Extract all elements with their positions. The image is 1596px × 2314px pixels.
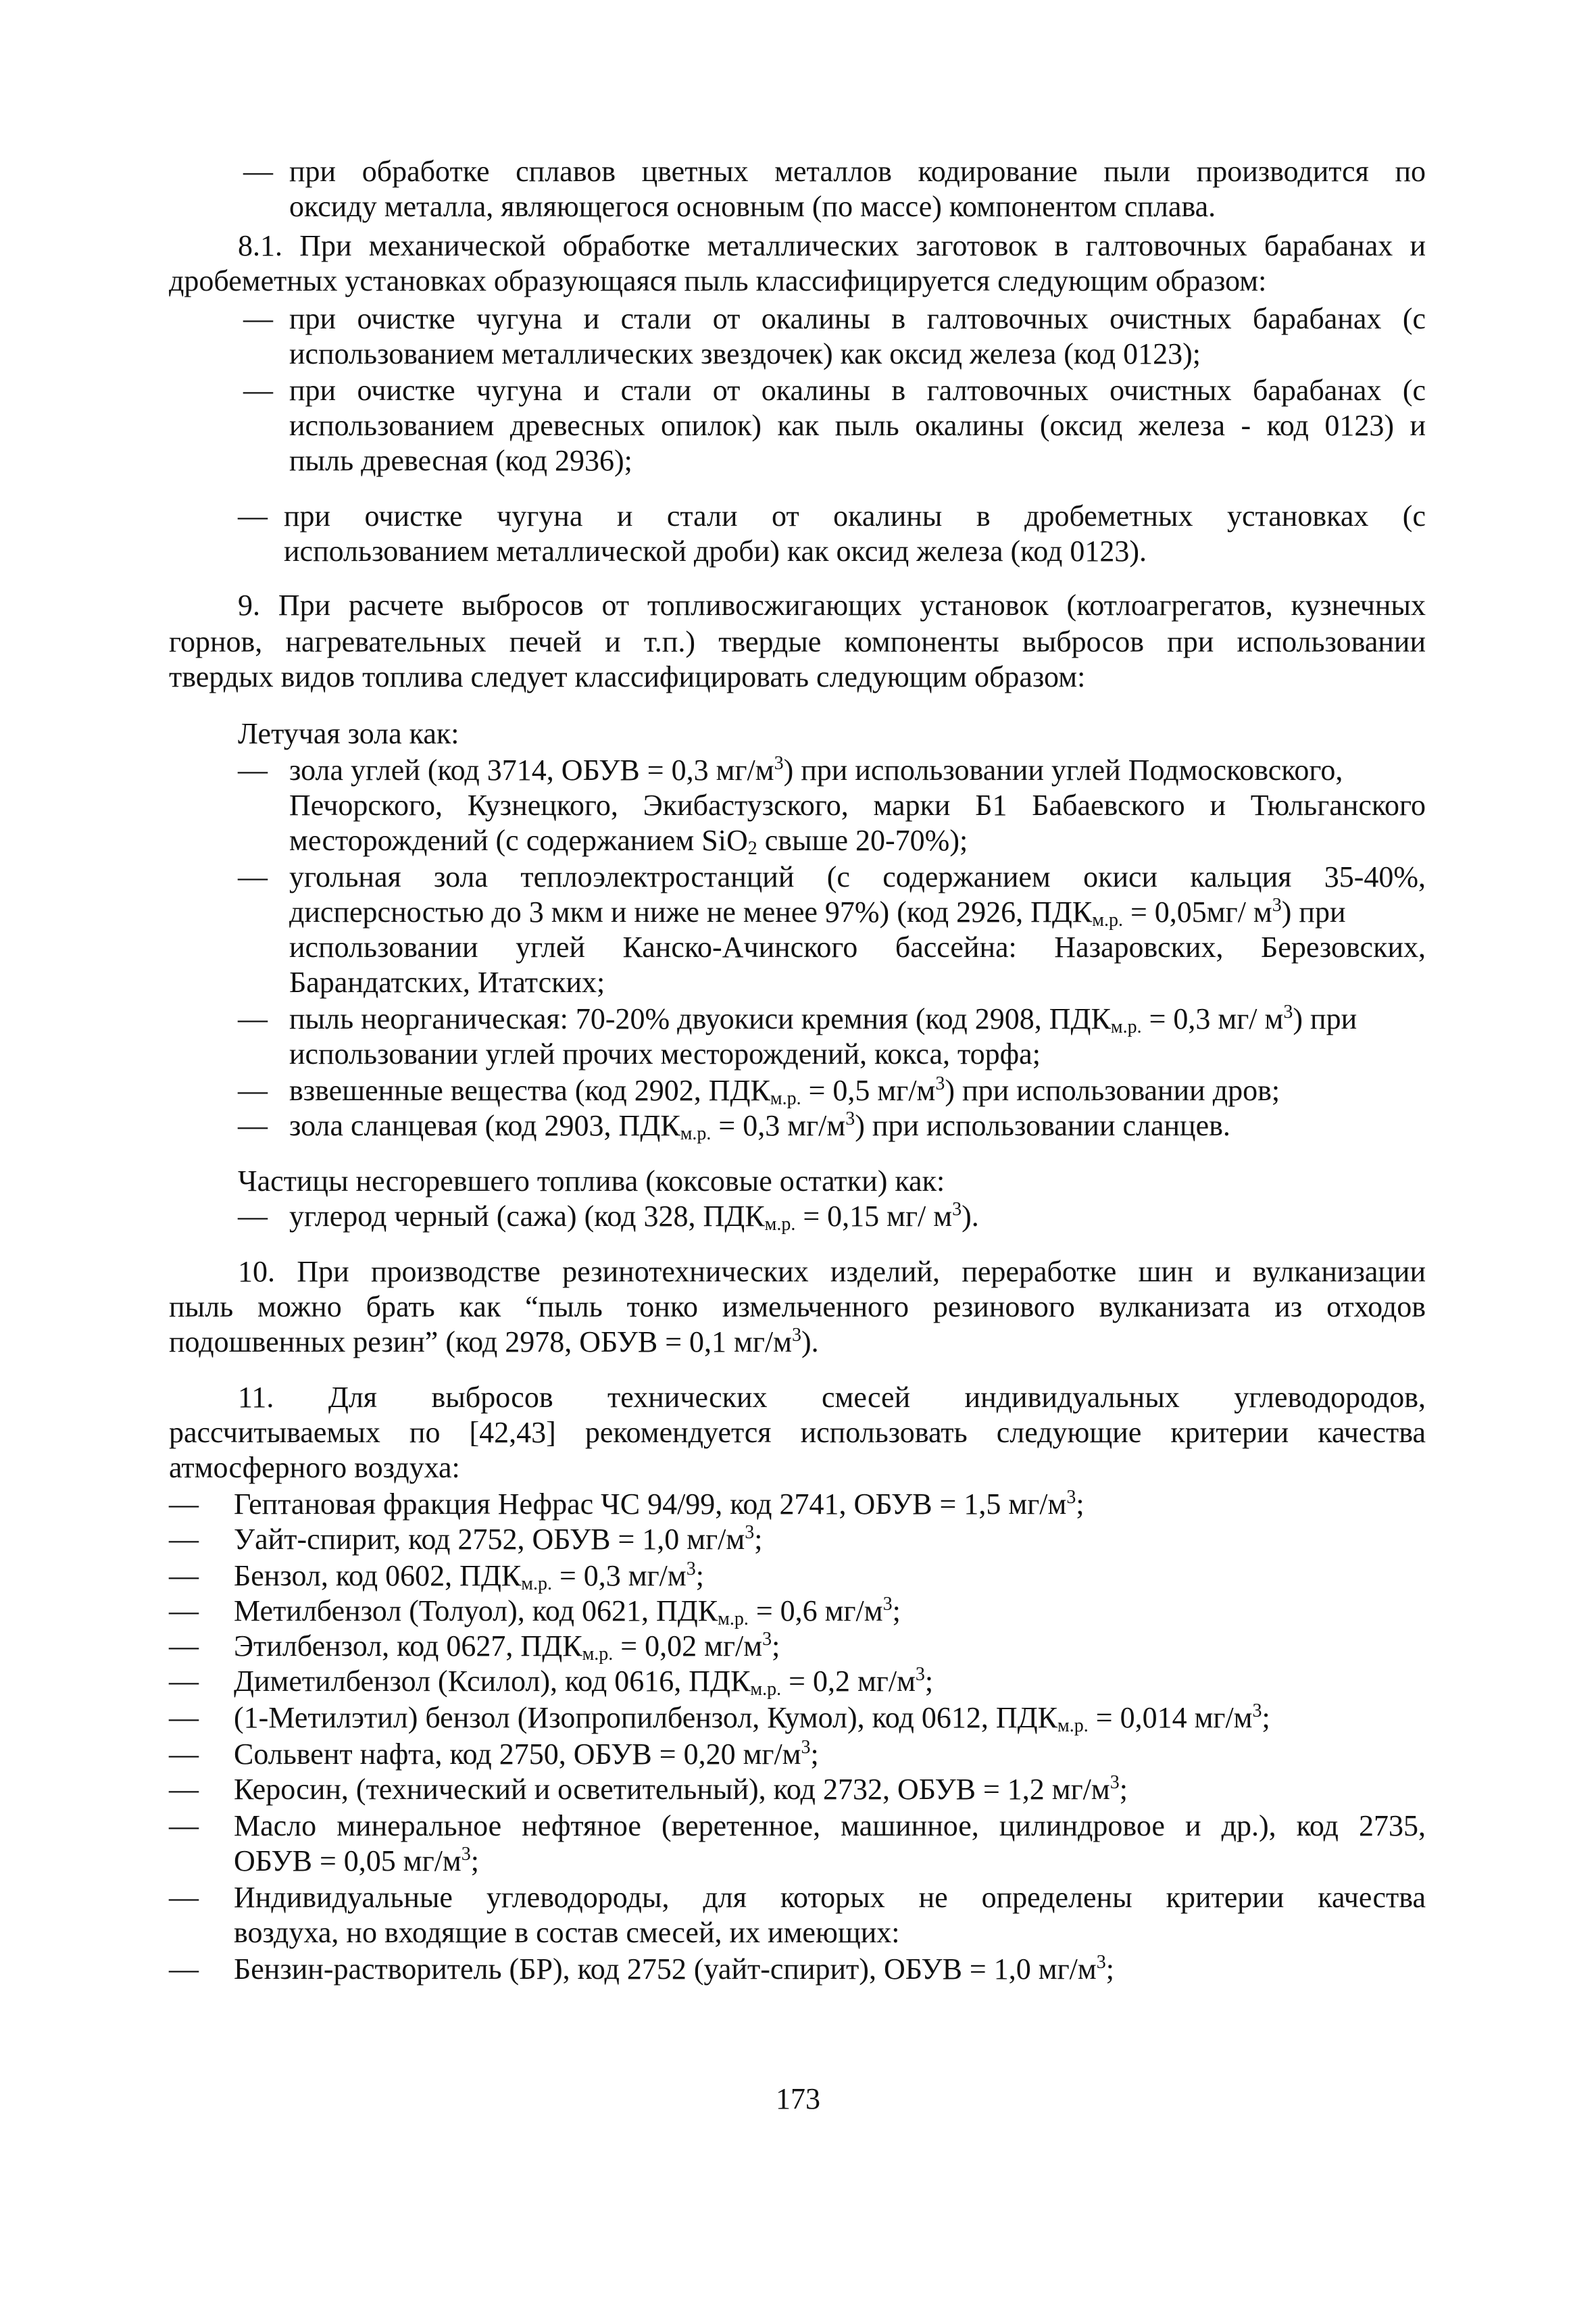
bullet-dash: — [169,1487,199,1521]
bullet-dash: — [169,1881,199,1914]
bullet-dash: — [169,1629,199,1663]
text-line: углерод черный (сажа) (код 328, $ПДК_{м.р.} = 0,15$ мг/ $м^3$). [289,1199,979,1235]
bullet-dash: — [169,1523,199,1556]
paragraph-10-line: подошвенных резин” (код 2978, ОБУВ = 0,1 $мг/м^3$). [169,1325,819,1358]
bullet-dash: — [238,860,268,893]
list-item: Сольвент нафта, код 2750, ОБУВ = 0,20 $мг/м^3$; [234,1737,819,1771]
text-line: при очистке чугуна и стали от окалины в галтовочных очистных барабанах (с [289,302,1426,335]
list-item: Бензол, код 0602, $ПДК_{м.р.} = 0,3$ $мг/м^3$; [234,1558,704,1594]
bullet-dash: — [243,155,273,188]
list-item: Масло минеральное нефтяное (веретенное, машинное, цилиндровое и др.), код 2735, [234,1809,1426,1842]
list-item: Бензин-растворитель (БР), код 2752 (уайт-спирит), ОБУВ = 1,0 $мг/м^3$; [234,1952,1114,1986]
paragraph-11-line: атмосферного воздуха: [169,1451,460,1484]
bullet-dash: — [243,374,273,407]
bullet-dash: — [169,1773,199,1806]
list-item: ОБУВ = 0,05 $мг/м^3$; [234,1844,480,1877]
fly-ash-heading: Летучая зола как: [238,717,459,750]
bullet-dash: — [169,1594,199,1627]
text-line: оксиду металла, являющегося основным (по массе) компонентом сплава. [289,190,1216,223]
text-line: при очистке чугуна и стали от окалины в дробеметных установках (с [284,499,1426,533]
paragraph-8-1-line: дробеметных установках образующаяся пыль классифицируется следующим образом: [169,264,1267,297]
text-line: использованием металлических звездочек) как оксид железа (код 0123); [289,337,1201,370]
list-item: Диметилбензол (Ксилол), код 0616, $ПДК_{м.р.} = 0,2$ $мг/м^3$; [234,1664,934,1700]
text-line: использованием металлической дроби) как оксид железа (код 0123). [284,535,1147,568]
unburned-heading: Частицы несгоревшего топлива (коксовые остатки) как: [238,1164,945,1198]
paragraph-9-line: горнов, нагревательных печей и т.п.) твердые компоненты выбросов при использовании [169,625,1426,658]
list-item: Уайт-спирит, код 2752, ОБУВ = 1,0 $мг/м^3$; [234,1522,763,1556]
text-line: использовании углей Канско-Ачинского бассейна: Назаровских, Березовских, [289,931,1426,964]
text-line: Печорского, Кузнецкого, Экибастузского, марки Б1 Бабаевского и Тюльганского [289,789,1426,822]
paragraph-10-line: 10. При производстве резинотехнических изделий, переработке шин и вулканизации [238,1255,1426,1288]
list-item: Этилбензол, код 0627, $ПДК_{м.р.} = 0,02$ $мг/м^3$; [234,1629,780,1665]
text-line: использовании углей прочих месторождений, кокса, торфа; [289,1037,1041,1070]
bullet-dash: — [169,1665,199,1698]
bullet-dash: — [238,1002,268,1035]
text-line: месторождений (с содержанием SiO$_2$ свыше 20-70%); [289,824,968,859]
text-line: пыль неорганическая: 70-20% двуокиси кремния (код 2908, $ПДК_{м.р.} = 0,3$ мг/ $м^3$) при [289,1002,1357,1037]
bullet-dash: — [169,1559,199,1592]
text-line: использованием древесных опилок) как пыль окалины (оксид железа - код 0123) и [289,409,1426,442]
text-line: взвешенные вещества (код 2902, $ПДК_{м.р.} = 0,5$ $мг/м^3$) при использовании дров; [289,1073,1280,1109]
list-item: Керосин, (технический и осветительный), код 2732, ОБУВ = 1,2 $мг/м^3$; [234,1772,1128,1806]
paragraph-11-line: рассчитываемых по [42,43] рекомендуется использовать следующие критерии качества [169,1416,1426,1449]
bullet-dash: — [169,1738,199,1771]
text-line: угольная зола теплоэлектростанций (с содержанием окиси кальция 35-40%, [289,860,1426,893]
page-number: 173 [776,2082,820,2115]
text-line: при обработке сплавов цветных металлов кодирование пыли производится по [289,155,1426,188]
list-item: Гептановая фракция Нефрас ЧС 94/99, код 2741, ОБУВ = 1,5 $мг/м^3$; [234,1487,1084,1521]
bullet-dash: — [169,1809,199,1842]
paragraph-8-1-line: 8.1. При механической обработке металлических заготовок в галтовочных барабанах и [238,229,1426,262]
bullet-dash: — [243,302,273,335]
text-line: пыль древесная (код 2936); [289,444,632,477]
bullet-dash: — [238,754,268,787]
text-line: при очистке чугуна и стали от окалины в галтовочных очистных барабанах (с [289,374,1426,407]
text-line: дисперсностью до 3 мкм и ниже не менее 97%) (код 2926, $ПДК_{м.р.} = 0,05мг/$ $м^3$) при [289,895,1346,931]
bullet-dash: — [238,1109,268,1142]
bullet-dash: — [169,1952,199,1986]
paragraph-10-line: пыль можно брать как “пыль тонко измельченного резинового вулканизата из отходов [169,1290,1426,1323]
list-item: Индивидуальные углеводороды, для которых не определены критерии качества [234,1881,1426,1914]
text-line: Барандатских, Итатских; [289,966,605,999]
bullet-dash: — [169,1701,199,1734]
text-line: зола сланцевая (код 2903, $ПДК_{м.р.} = 0,3$ $мг/м^3$) при использовании сланцев. [289,1108,1230,1144]
paragraph-9-line: твердых видов топлива следует классифицировать следующим образом: [169,660,1086,693]
bullet-dash: — [238,1200,268,1233]
bullet-dash: — [238,1074,268,1107]
list-item: (1-Метилэтил) бензол (Изопропилбензол, Кумол), код 0612, $ПДК_{м.р.} = 0,014$ $мг/м^3$; [234,1700,1270,1736]
bullet-dash: — [238,499,268,533]
paragraph-11-line: 11. Для выбросов технических смесей индивидуальных углеводородов, [238,1381,1426,1414]
text-line: зола углей (код 3714, ОБУВ = 0,3 $мг/м^3$) при использовании углей Подмосковского, [289,753,1343,787]
list-item: Метилбензол (Толуол), код 0621, $ПДК_{м.р.} = 0,6$ $мг/м^3$; [234,1594,901,1629]
paragraph-9-line: 9. При расчете выбросов от топливосжигающих установок (котлоагрегатов, кузнечных [238,589,1426,622]
list-item: воздуха, но входящие в состав смесей, их имеющих: [234,1916,900,1949]
